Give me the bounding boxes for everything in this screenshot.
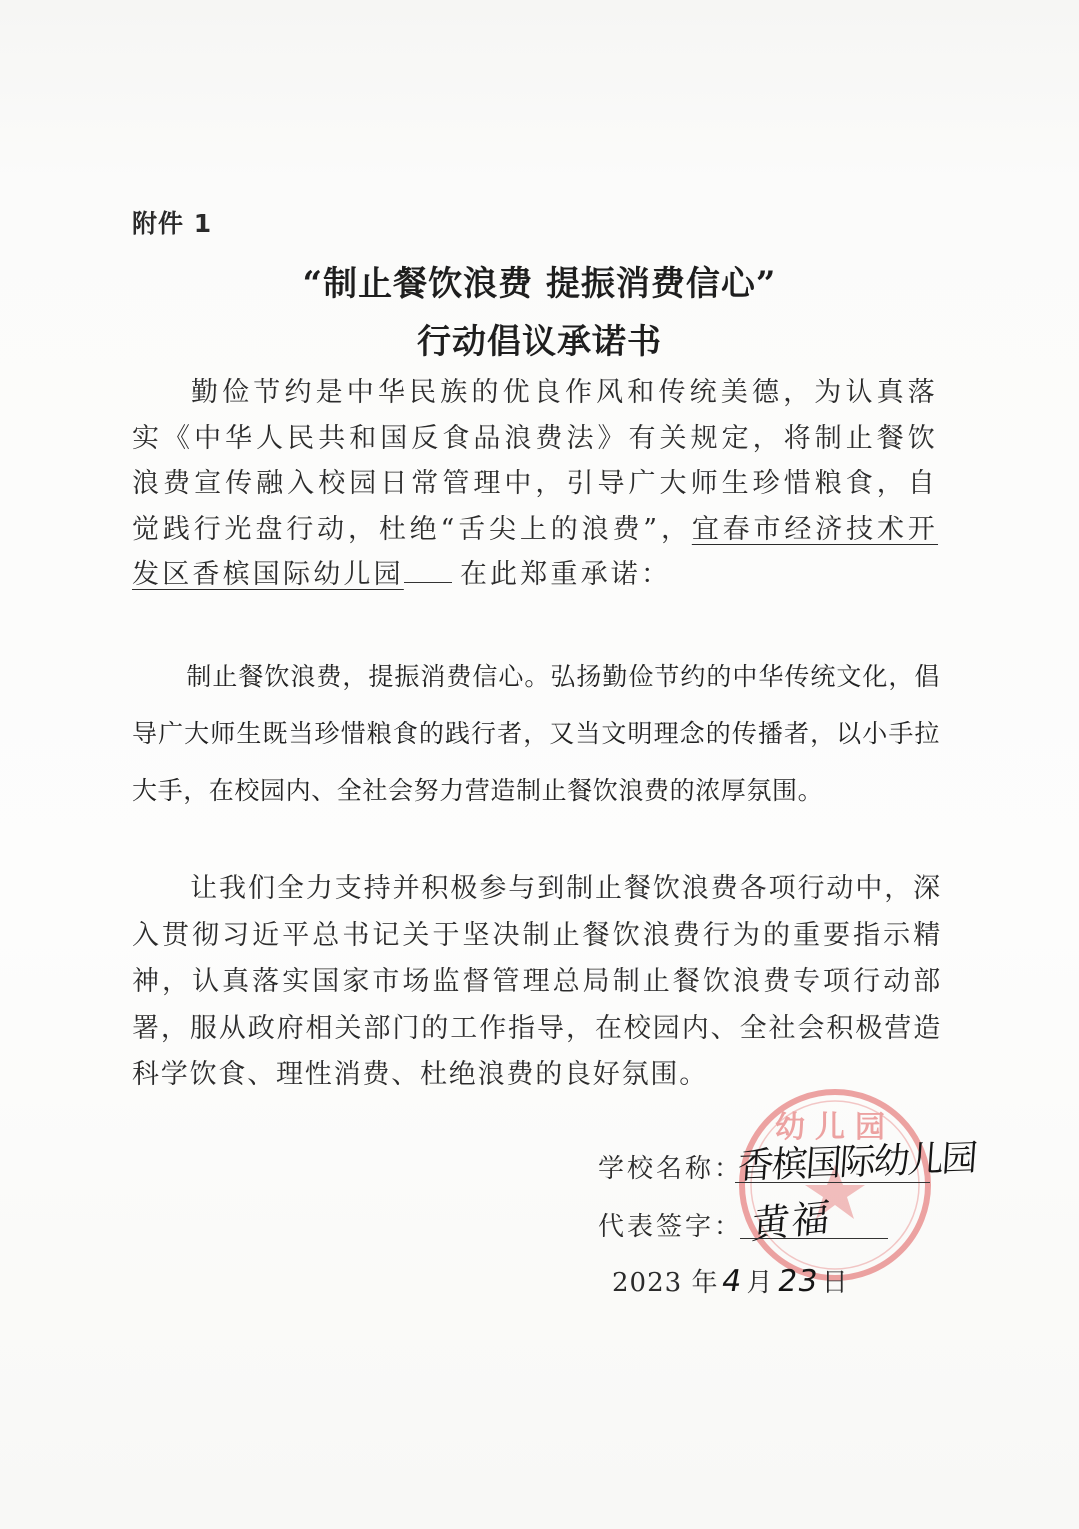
school-name-label: 学校名称：: [598, 1154, 744, 1184]
school-name-line: [735, 1182, 930, 1183]
pledge-body-text: 制止餐饮浪费，提振消费信心。弘扬勤俭节约的中华传统文化，倡导广大师生既当珍惜粮食的践行者，又当文明理念的传播者，以小手拉大手，在校园内、全社会努力营造制止餐饮浪费的浓厚氛围。: [132, 662, 940, 805]
date-year-unit: 年: [691, 1268, 719, 1298]
date-month: 4: [719, 1264, 746, 1299]
representative-signature-label: 代表签字：: [598, 1212, 744, 1242]
pledge-intro-paragraph: [132, 370, 938, 598]
date-year: 2023: [612, 1268, 683, 1298]
filled-school-name: 宜春市经济技术开发区香槟国际幼儿园: [132, 513, 939, 590]
date-month-unit: 月: [746, 1268, 774, 1298]
sign-date: [612, 1262, 849, 1299]
date-day: 23: [774, 1264, 821, 1299]
pledge-statement: 在此郑重承诺：: [459, 559, 672, 590]
signature-line: [740, 1238, 888, 1239]
action-text: 让我们全力支持并积极参与到制止餐饮浪费各项行动中，深入贯彻习近平总书记关于坚决制止餐饮浪费行为的重要指示精神，认真落实国家市场监督管理总局制止餐饮浪费专项行动部署，服从政府相关部门的工作指导，在校园内、全社会积极营造科学饮食、理性消费、杜绝浪费的良好氛围。: [132, 873, 942, 1090]
document-title-line2: 行动倡议承诺书: [417, 322, 662, 362]
school-name-handwritten: 香槟国际幼儿园: [736, 1137, 978, 1188]
intro-text: 勤俭节约是中华民族的优良作风和传统美德，为认真落实《中华人民共和国反食品浪费法》有关规定，将制止餐饮浪费宣传融入校园日常管理中，引导广大师生珍惜粮食，自觉践行光盘行动，杜绝“舌尖上的浪费”，: [132, 377, 938, 545]
representative-signature: 黄福: [750, 1194, 834, 1248]
fill-blank-line: [404, 581, 452, 583]
pledge-body-paragraph: [132, 648, 940, 819]
action-paragraph: [132, 866, 942, 1099]
attachment-label: 附件 1: [132, 209, 213, 238]
date-day-unit: 日: [821, 1268, 849, 1298]
svg-text:幼儿园: 幼儿园: [775, 1110, 895, 1145]
document-title-line1: “制止餐饮浪费 提振消费信心”: [302, 264, 777, 304]
